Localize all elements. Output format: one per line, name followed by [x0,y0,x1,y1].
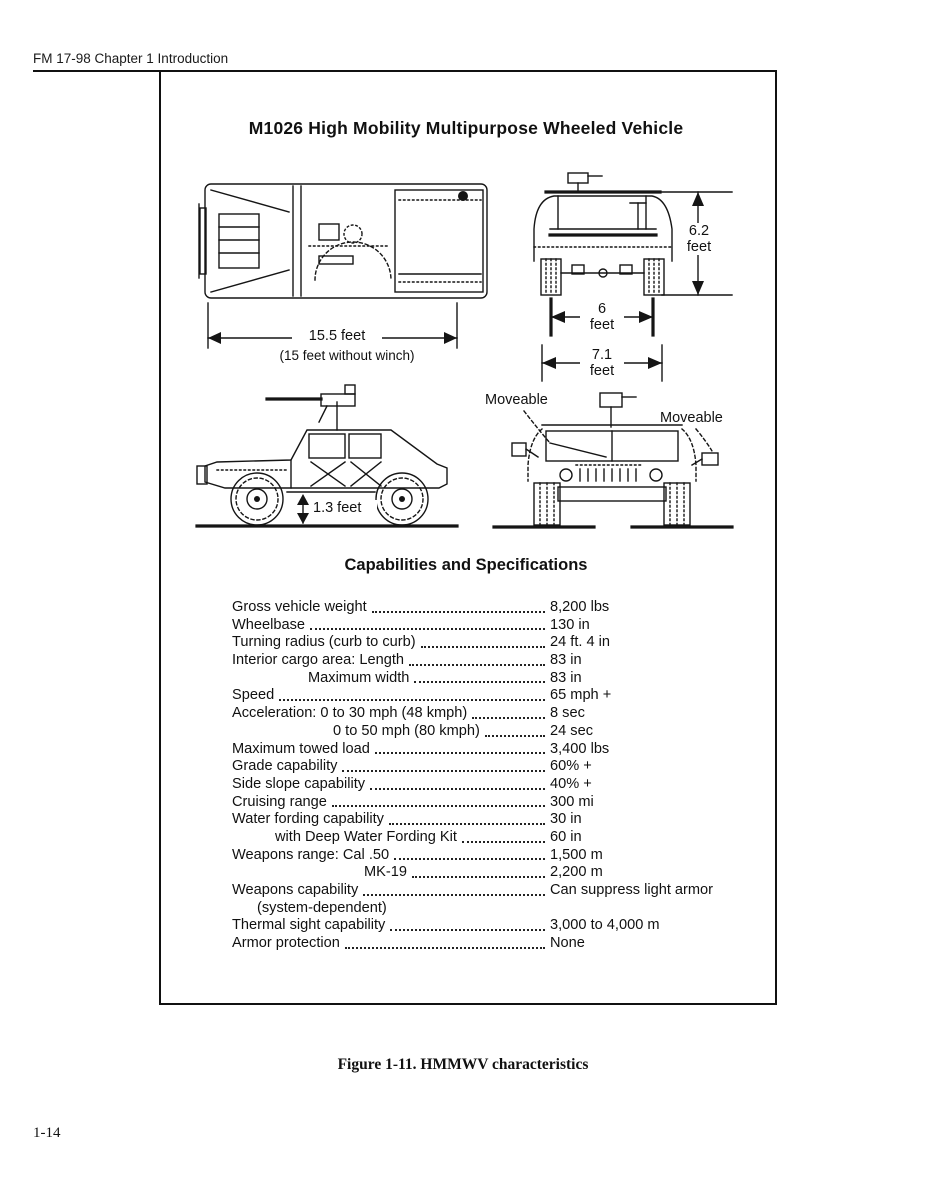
spec-value: 1,500 m [550,846,603,863]
spec-label: Weapons capability [232,882,359,898]
leader-dots [332,805,545,807]
spec-label: Maximum width [308,669,410,686]
spec-value: 8 sec [550,705,585,722]
spec-value: 2,200 m [550,864,603,881]
leader-dots [414,681,545,683]
spec-value: Can suppress light armor [550,882,714,898]
page-number: 1-14 [33,1125,61,1141]
spec-value: 65 mph + [550,687,612,704]
clearance-dimension-label: 1.3 feet [313,500,377,516]
spec-value: 40% + [550,775,592,792]
spec-row [232,882,764,900]
figure-title: M1026 High Mobility Multipurpose Wheeled Vehicle [248,118,684,138]
leader-dots [372,611,545,613]
spec-row [232,599,764,617]
spec-label: Speed [232,687,275,704]
spec-label: MK-19 [364,864,407,881]
length-dimension-note: (15 feet without winch) [279,348,415,363]
plan-view-block [197,170,497,370]
leader-dots [472,717,545,719]
width-value: 7.1 [591,347,613,363]
spec-row [232,687,764,705]
leader-dots [363,894,545,896]
leader-dots [389,823,545,825]
spec-row [232,758,764,776]
leader-dots [390,929,545,931]
width-dimension-label [580,347,624,379]
spec-row [232,847,764,865]
spec-value: 60 in [550,828,582,845]
width-unit: feet [589,363,615,379]
track-unit: feet [589,317,615,333]
leader-dots [409,664,545,666]
spec-label: Grade capability [232,758,338,775]
spec-value: 8,200 lbs [550,599,610,615]
spec-value: 3,400 lbs [550,740,610,757]
spec-label: Side slope capability [232,775,366,792]
spec-label: Acceleration: 0 to 30 mph (48 kmph) [232,705,468,722]
spec-row [232,617,764,635]
figure-caption: Figure 1-11. HMMWV characteristics [337,1056,589,1073]
spec-label: 0 to 50 mph (80 kmph) [333,722,480,739]
spec-value: 24 sec [550,722,593,739]
spec-value: 300 mi [550,793,594,810]
spec-label: Gross vehicle weight [232,599,367,615]
spec-label: Maximum towed load [232,740,370,757]
moveable-left-label: Moveable [485,392,548,408]
spec-value: 3,000 to 4,000 m [550,917,660,934]
track-value: 6 [597,301,607,317]
spec-heading: Capabilities and Specifications [344,556,588,574]
page-header: FM 17-98 Chapter 1 Introduction [33,51,229,66]
leader-dots [370,788,545,790]
leader-dots [345,947,545,949]
spec-value: None [550,935,585,952]
spec-row [232,917,764,935]
spec-row [232,705,764,723]
spec-value: 30 in [550,811,582,828]
spec-row [232,829,764,847]
side-view-block [195,382,470,537]
leader-dots [375,752,545,754]
spec-value: 60% + [550,758,592,775]
spec-label: Wheelbase [232,616,306,633]
spec-label: Thermal sight capability [232,917,386,934]
leader-dots [342,770,545,772]
spec-value: 24 ft. 4 in [550,634,611,651]
height-unit: feet [686,239,712,255]
spec-label: Turning radius (curb to curb) [232,634,416,651]
spec-row [232,652,764,670]
spec-value: 130 in [550,616,590,633]
front-view-drawing [520,165,770,395]
spec-label: Armor protection [232,935,340,952]
height-value: 6.2 [688,223,710,239]
moveable-right-label: Moveable [660,410,723,426]
spec-row [232,864,764,882]
spec-row [232,776,764,794]
track-dimension-label [580,301,624,333]
length-dimension-label: 15.5 feet [292,328,382,344]
spec-label: Water fording capability [232,811,384,828]
figure-box [159,70,777,1005]
spec-row [232,794,764,812]
leader-dots [310,628,545,630]
spec-label: Interior cargo area: Length [232,652,404,669]
spec-row [232,900,764,918]
leader-dots [485,735,545,737]
leader-dots [462,841,545,843]
mirror-view-block [480,387,750,542]
spec-label: Weapons range: Cal .50 [232,846,390,863]
leader-dots [279,699,545,701]
spec-row [232,741,764,759]
spec-list [232,599,764,953]
spec-row [232,935,764,953]
spec-row [232,634,764,652]
spec-row [232,723,764,741]
spec-row [232,670,764,688]
leader-dots [421,646,545,648]
front-view-block [520,165,770,395]
spec-value: 83 in [550,669,582,686]
height-dimension-label [676,223,722,255]
spec-value: 83 in [550,652,582,669]
header-rule [33,70,161,72]
spec-label: (system-dependent) [257,899,387,916]
spec-row [232,811,764,829]
spec-label: with Deep Water Fording Kit [275,828,457,845]
leader-dots [394,858,545,860]
spec-label: Cruising range [232,793,327,810]
leader-dots [412,876,545,878]
